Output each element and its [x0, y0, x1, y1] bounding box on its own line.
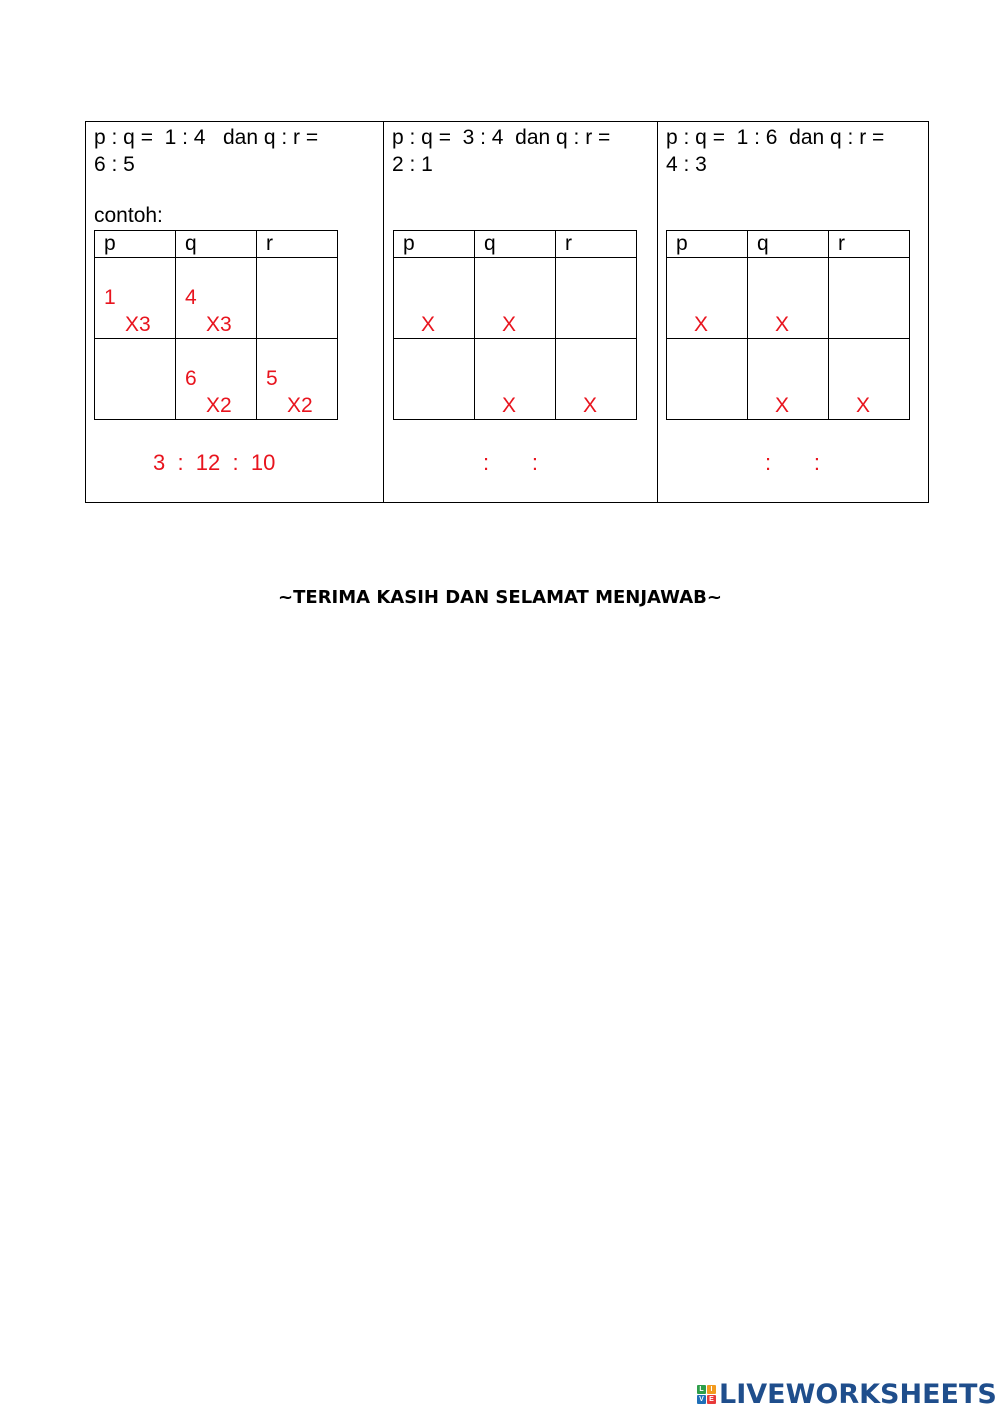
ratio-exercise-table — [85, 121, 929, 503]
problem-statement: p : q = 1 : 6 dan q : r = 4 : 3 — [666, 126, 885, 176]
multiplier-blank: X — [775, 313, 790, 336]
multiplier-blank: X — [421, 313, 436, 336]
multiplier: X3 — [125, 313, 151, 336]
logo-mark-letter: I — [707, 1385, 716, 1394]
answer-blank[interactable]: : : — [765, 450, 821, 475]
multiplier-blank: X — [502, 313, 517, 336]
multiplier-blank: X — [856, 394, 871, 417]
header-r: r — [257, 231, 338, 258]
grid-cell — [176, 258, 257, 339]
grid-cell[interactable] — [475, 258, 556, 339]
grid-cell[interactable] — [556, 258, 637, 339]
ratio-number: 5 — [266, 367, 278, 390]
grid-cell[interactable] — [667, 258, 748, 339]
header-p: p — [95, 231, 176, 258]
closing-message: ~TERIMA KASIH DAN SELAMAT MENJAWAB~ — [278, 587, 722, 608]
grid-cell — [95, 258, 176, 339]
logo-mark-icon — [697, 1385, 716, 1404]
ratio-number: 6 — [185, 367, 197, 390]
header-q: q — [475, 231, 556, 258]
problem-statement: p : q = 1 : 4 dan q : r = 6 : 5 — [94, 126, 319, 176]
multiplier: X3 — [206, 313, 232, 336]
header-r: r — [556, 231, 637, 258]
ratio-number: 4 — [185, 286, 197, 309]
logo-mark-letter: L — [697, 1385, 706, 1394]
grid-cell — [176, 339, 257, 420]
ratio-grid — [666, 230, 910, 420]
logo-mark-letter: E — [707, 1395, 716, 1404]
grid-cell[interactable] — [394, 339, 475, 420]
liveworksheets-logo — [697, 1378, 997, 1410]
logo-mark-letter: V — [697, 1395, 706, 1404]
ratio-number: 1 — [104, 286, 116, 309]
example-label: contoh: — [94, 204, 163, 227]
grid-cell — [95, 339, 176, 420]
header-p: p — [667, 231, 748, 258]
multiplier-blank: X — [694, 313, 709, 336]
grid-cell[interactable] — [829, 339, 910, 420]
example-column — [86, 122, 383, 502]
header-p: p — [394, 231, 475, 258]
header-r: r — [829, 231, 910, 258]
ratio-grid — [393, 230, 637, 420]
grid-cell[interactable] — [667, 339, 748, 420]
example-answer: 3 : 12 : 10 — [153, 450, 276, 475]
answer-blank[interactable]: : : — [483, 450, 539, 475]
grid-cell[interactable] — [748, 339, 829, 420]
multiplier-blank: X — [583, 394, 598, 417]
grid-cell[interactable] — [394, 258, 475, 339]
multiplier: X2 — [206, 394, 232, 417]
grid-cell — [257, 258, 338, 339]
multiplier-blank: X — [775, 394, 790, 417]
grid-cell[interactable] — [556, 339, 637, 420]
multiplier: X2 — [287, 394, 313, 417]
grid-cell — [257, 339, 338, 420]
grid-cell[interactable] — [748, 258, 829, 339]
grid-cell[interactable] — [475, 339, 556, 420]
ratio-grid — [94, 230, 338, 420]
question-column-1 — [383, 122, 657, 502]
header-q: q — [176, 231, 257, 258]
question-column-2 — [657, 122, 929, 502]
header-q: q — [748, 231, 829, 258]
problem-statement: p : q = 3 : 4 dan q : r = 2 : 1 — [392, 126, 611, 176]
multiplier-blank: X — [502, 394, 517, 417]
logo-text: LIVEWORKSHEETS — [719, 1378, 997, 1410]
grid-cell[interactable] — [829, 258, 910, 339]
